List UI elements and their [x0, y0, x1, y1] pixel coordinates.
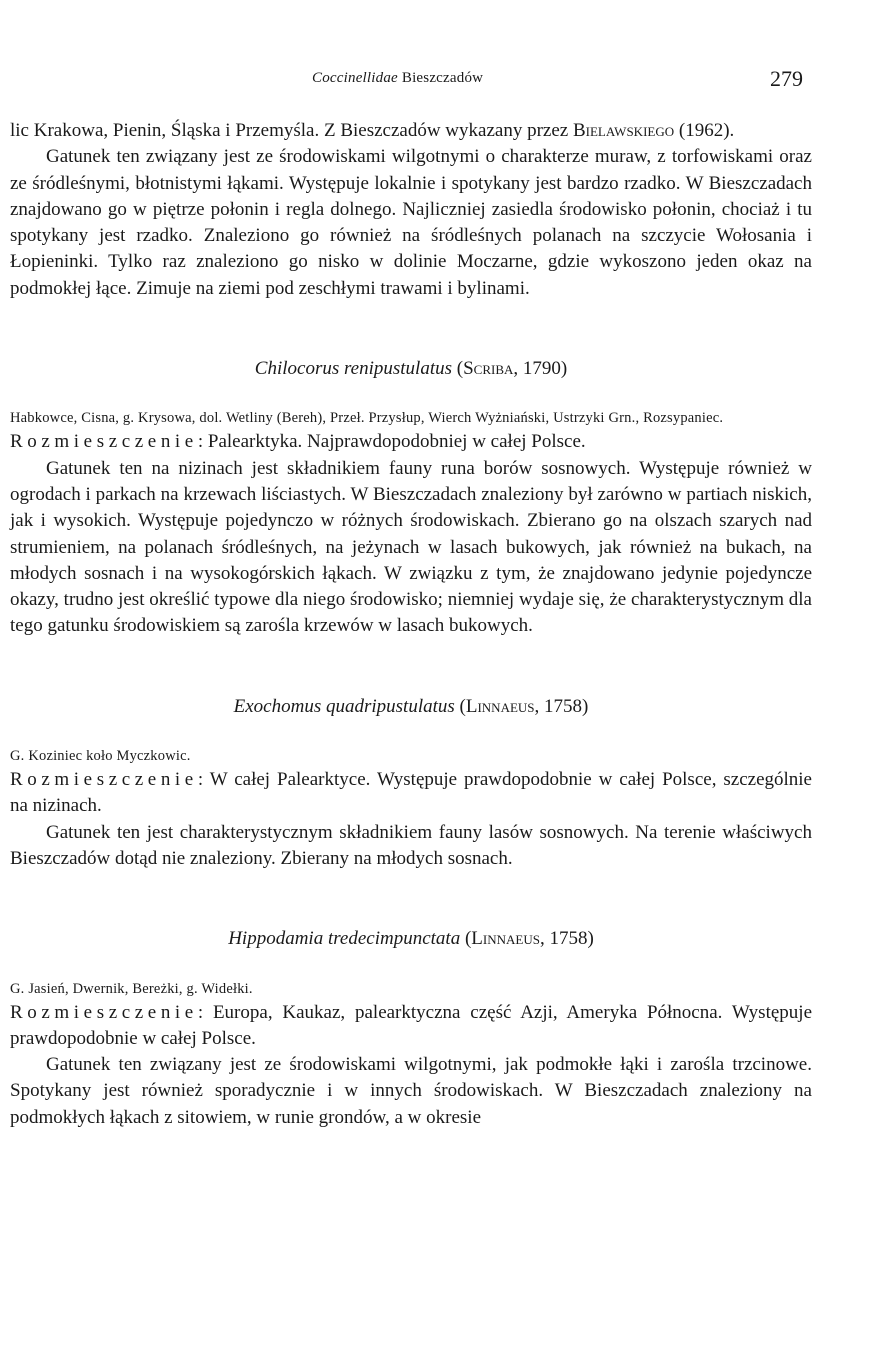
localities: G. Jasień, Dwernik, Bereżki, g. Widełki.	[10, 980, 253, 997]
page-header	[0, 66, 869, 96]
body-paragraph: Gatunek ten jest charakterystycznym składnikiem fauny lasów sosnowych. Na terenie właściwych Bieszczadów dotąd nie znaleziony. Zbierany na młodych sosnach.	[10, 821, 812, 869]
species-author: Linnaeus	[465, 695, 535, 717]
body-paragraph: Gatunek ten związany jest ze środowiskami wilgotnymi, jak podmokłe łąki i zarośla trzcinowe. Spotykany jest również sporadycznie i w innych środowiskach. W Bieszczadach znaleziony na podmokłych łąkach z sitowiem, w runie grondów, a w okresie	[10, 1054, 812, 1128]
species-section	[10, 356, 812, 640]
species-heading	[10, 926, 812, 952]
species-name: Hippodamia tredecimpunctata	[228, 928, 461, 950]
distribution-paragraph	[10, 767, 812, 820]
distribution-paragraph	[10, 429, 812, 455]
species-year: , 1790)	[513, 358, 568, 380]
paren-open: (	[460, 928, 472, 950]
running-title-region: Bieszczadów	[401, 70, 484, 86]
species-name: Exochomus quadripustulatus	[233, 695, 455, 717]
species-heading	[10, 694, 812, 720]
distribution-text: : Palearktyka. Najprawdopodobniej w całej Polsce.	[197, 431, 586, 453]
species-author: Scriba	[463, 358, 514, 380]
cited-author: Bielawskiego	[572, 120, 675, 141]
intro-paragraph-1	[10, 118, 812, 144]
species-year: , 1758)	[539, 928, 594, 950]
species-name: Chilocorus renipustulatus	[254, 358, 453, 380]
species-section	[10, 926, 812, 1131]
distribution-text: : W całej Palearktyce. Występuje prawdopodobnie w całej Polsce, szczególnie na nizinach.	[10, 769, 812, 817]
intro-text-end: (1962).	[674, 120, 735, 141]
distribution-label: Rozmieszczenie	[10, 769, 198, 791]
paren-open: (	[452, 358, 464, 380]
intro-text: lic Krakowa, Pienin, Śląska i Przemyśla. Z Bieszczadów wykazany przez	[10, 120, 573, 141]
running-title	[312, 70, 483, 87]
localities: Habkowce, Cisna, g. Krysowa, dol. Wetliny (Bereh), Przeł. Przysłup, Wierch Wyżniański, Ustrzyki Grn., Rozsypaniec.	[10, 410, 724, 427]
species-heading	[10, 356, 812, 382]
running-title-family: Coccinellidae	[312, 70, 398, 86]
paren-open: (	[454, 695, 466, 717]
species-author: Linnaeus	[471, 928, 540, 950]
distribution-paragraph	[10, 1000, 812, 1053]
distribution-label: Rozmieszczenie	[10, 431, 198, 453]
intro-paragraph-2: Gatunek ten związany jest ze środowiskami wilgotnymi o charakterze muraw, z torfowiskami oraz ze śródleśnymi, błotnistymi łąkami. Występuje lokalnie i spotykany jest bardzo rzadko. W Bieszczadach znajdowano go w piętrze połonin i regla dolnego. Najliczniej zasiedla środowisko połonin, chociaż i tu spotykany jest rzadko. Znaleziono go również na śródleśnych polanach na szczycie Wołosania i Łopieninki. Tylko raz znaleziono go nisko w dolinie Moczarne, gdzie wykoszono jeden okaz na podmokłej łące. Zimuje na ziemi pod zeschłymi trawami i bylinami.	[10, 146, 812, 299]
page-number: 279	[770, 66, 803, 91]
localities: G. Koziniec koło Myczkowic.	[10, 748, 191, 765]
page-body	[10, 118, 812, 1131]
species-section	[10, 694, 812, 872]
distribution-text: : Europa, Kaukaz, palearktyczna część Azji, Ameryka Północna. Występuje prawdopodobnie w całej Polsce.	[10, 1001, 812, 1049]
distribution-label: Rozmieszczenie	[10, 1001, 198, 1023]
species-year: , 1758)	[534, 695, 589, 717]
body-paragraph: Gatunek ten na nizinach jest składnikiem fauny runa borów sosnowych. Występuje również w ogrodach i parkach na krzewach liściastych. W Bieszczadach znaleziony był zarówno w partiach niskich, jak i wysokich. Występuje pojedynczo w różnych środowiskach. Zbierano go na olszach szarych nad strumieniem, na polanach śródleśnych, na jeżynach w lasach bukowych, jak również na bukach, na młodych sosnach i na wysokogórskich łąkach. W związku z tym, że znajdowano jedynie pojedyncze okazy, trudno jest określić typowe dla niego środowisko; niemniej wydaje się, że charakterystycznym dla tego gatunku środowiskiem są zarośla krzewów w lasach bukowych.	[10, 457, 812, 637]
